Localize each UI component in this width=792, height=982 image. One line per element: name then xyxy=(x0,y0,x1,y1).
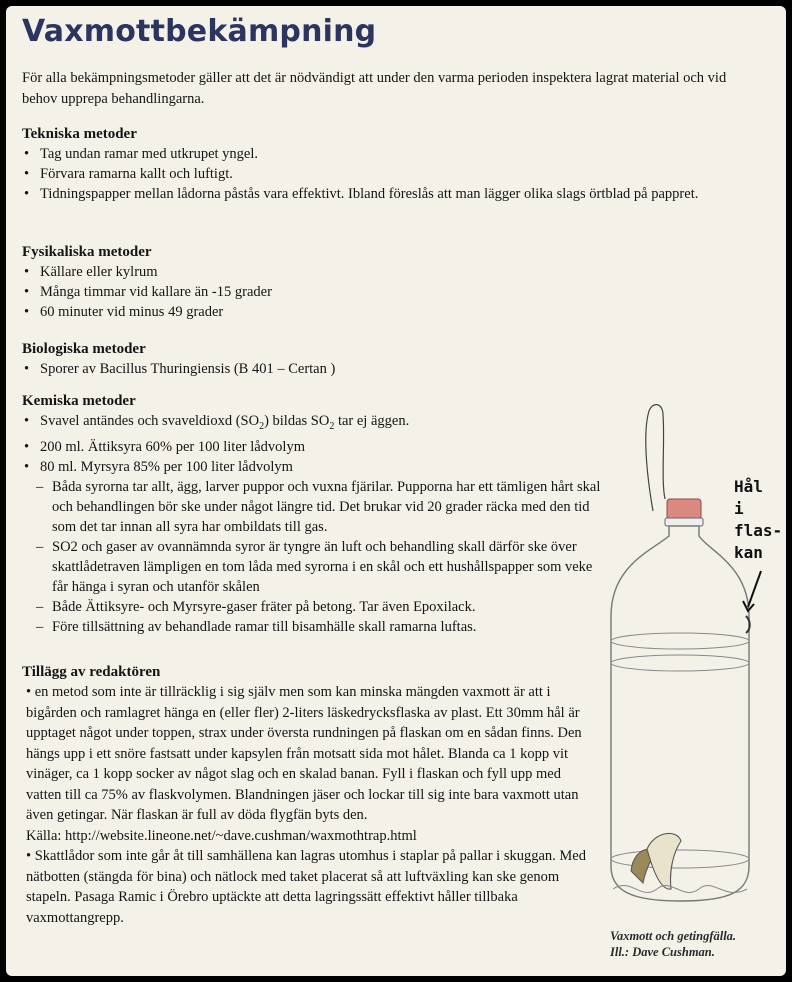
paragraph: • Skattlådor som inte går åt till samhällena kan lagras utomhus i staplar på pallar i skuggan. Med nätbotten (stängda för bina) och nätlock med taket placerat så att luftväxling kan ske genom stapeln. Pasaga Ramic i Örebro uptäckte att detta lagringssätt effektivt håller tillbaka vaxmottangrepp. xyxy=(26,848,586,926)
list-item: • Förvara ramarna kallt och luftigt. xyxy=(24,166,233,182)
sub-item: – Båda syrorna tar allt, ägg, larver puppor och vuxna fjärilar. Pupporna har ett tämligen hårt skal och behandlingen bör ske under något längre tid. Det brukar vid 20 grader räcka med den tid som det tar innan all syra har ombildats till gas. xyxy=(36,478,601,535)
heading-kemiska: Kemiska metoder xyxy=(22,393,136,409)
source-line: Källa: http://website.lineone.net/~dave.cushman/waxmothtrap.html xyxy=(26,827,417,844)
list-item: • 80 ml. Myrsyra 85% per 100 liter lådvolym xyxy=(24,458,293,475)
sub-item: – SO2 och gaser av ovannämnda syror är tyngre än luft och behandling skall därför ske över skattlådetraven lämpligen en tom låda med syrorna i en skål och ett hushållspapper som veke får hänga i syran och utanför skålen xyxy=(36,538,593,595)
hole-label: Hål i flas- kan xyxy=(734,477,783,562)
section-tillagg xyxy=(22,662,592,928)
list-item: • Tag undan ramar med utkrupet yngel. xyxy=(24,146,259,162)
section-fysikaliska xyxy=(22,242,782,322)
heading-fysikaliska: Fysikaliska metoder xyxy=(22,244,152,260)
list-item: • 200 ml. Ättiksyra 60% per 100 liter lådvolym xyxy=(24,438,305,455)
heading-biologiska: Biologiska metoder xyxy=(22,341,146,357)
list-item: • Sporer av Bacillus Thuringiensis (B 401 – Certan ) xyxy=(24,361,336,377)
list-item: • Tidningspapper mellan lådorna påstås vara effektivt. Ibland föreslås att man lägger olika slags örtblad på pappret. xyxy=(24,186,699,202)
section-tekniska xyxy=(22,124,782,204)
section-kemiska xyxy=(22,391,602,637)
illustration-caption: Vaxmott och getingfälla. Ill.: Dave Cushman. xyxy=(610,929,737,959)
heading-tillagg: Tillägg av redaktören xyxy=(22,664,161,680)
list-item: • 60 minuter vid minus 49 grader xyxy=(24,304,224,320)
list-item-svavel: • Svavel antändes och svaveldioxd $(SO_2)$ bildas $SO_2$ tar ej äggen. xyxy=(24,413,410,432)
sub-item: – Både Ättiksyre- och Myrsyre-gaser fräter på betong. Tar även Epoxilack. xyxy=(36,598,476,615)
sub-item: – Före tillsättning av behandlade ramar till bisamhälle skall ramarna luftas. xyxy=(36,618,477,635)
page-title: Vaxmottbekämpning xyxy=(22,14,377,49)
intro-text: För alla bekämpningsmetoder gäller att det är nödvändigt att under den varma perioden inspektera lagrat material och vid behov upprepa behandlingarna. xyxy=(22,70,727,107)
list-item: • Många timmar vid kallare än -15 grader xyxy=(24,284,272,300)
section-biologiska xyxy=(22,339,782,379)
heading-tekniska: Tekniska metoder xyxy=(22,126,137,142)
page xyxy=(6,6,786,976)
paragraph: • en metod som inte är tillräcklig i sig själv men som kan minska mängden vaxmott är att i bigården och ramlagret hänga en (eller fler) 2-liters läskedrycksflaska av plast. Ett 30mm hål är upptaget något under toppen, strax under översta rundningen på flaskan om en sådan finns. Den hängs upp i ett snöre fastsatt under kapsylen från motsatt sida mot hålet. Blanda ca 1 kopp vit vinäger, ca 1 kopp socker av något slag och en skalad banan. Fyll i flaskan och fyll upp med vatten till ca 75% av flaskvolymen. Blandningen jäser och lockar till sig inte bara vaxmott utan även getingar. När flaskan är full av döda flygfän byts den. xyxy=(26,684,582,823)
list-item: • Källare eller kylrum xyxy=(24,264,158,280)
